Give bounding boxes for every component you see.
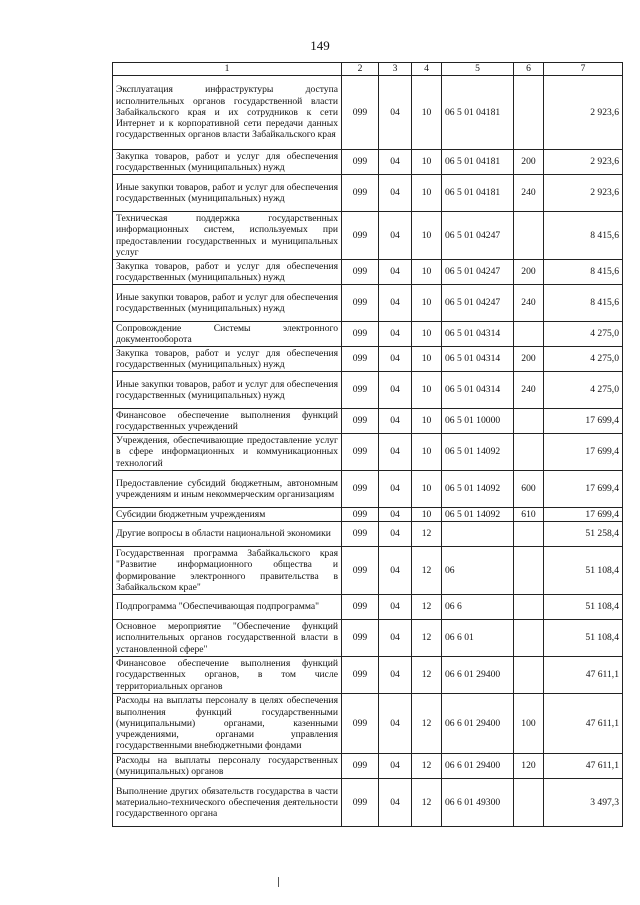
- row-section-code: 04: [379, 175, 412, 212]
- table-row: [113, 347, 623, 372]
- row-amount: 2 923,6: [544, 76, 623, 150]
- table-row: [113, 657, 623, 694]
- row-section-code: 04: [379, 508, 412, 522]
- table-row: [113, 434, 623, 471]
- row-target-article: 06 5 01 04247: [442, 212, 514, 260]
- row-subsection-code: 12: [412, 694, 442, 754]
- row-ministry-code: 099: [342, 754, 379, 779]
- row-expense-type: [514, 212, 544, 260]
- row-ministry-code: 099: [342, 657, 379, 694]
- row-target-article: 06 5 01 04247: [442, 285, 514, 322]
- row-target-article: 06 5 01 14092: [442, 471, 514, 508]
- row-subsection-code: 12: [412, 595, 442, 620]
- row-description: Субсидии бюджетным учреждениям: [113, 508, 342, 522]
- table-row: [113, 212, 623, 260]
- table-row: [113, 150, 623, 175]
- row-section-code: 04: [379, 285, 412, 322]
- row-ministry-code: 099: [342, 620, 379, 657]
- row-target-article: 06 5 01 04247: [442, 260, 514, 285]
- row-expense-type: [514, 779, 544, 827]
- row-target-article: 06 5 01 04181: [442, 76, 514, 150]
- table-row: [113, 260, 623, 285]
- row-subsection-code: 10: [412, 409, 442, 434]
- row-target-article: 06 5 01 04314: [442, 322, 514, 347]
- row-amount: 47 611,1: [544, 754, 623, 779]
- row-subsection-code: 10: [412, 285, 442, 322]
- row-amount: 8 415,6: [544, 260, 623, 285]
- row-subsection-code: 12: [412, 779, 442, 827]
- header-col-5: 5: [442, 63, 514, 76]
- row-ministry-code: 099: [342, 522, 379, 547]
- row-section-code: 04: [379, 657, 412, 694]
- row-section-code: 04: [379, 694, 412, 754]
- row-description: Государственная программа Забайкальского края "Развитие информационного общества и формирование электронного правительства в Забайкальском крае": [113, 547, 342, 595]
- row-subsection-code: 10: [412, 347, 442, 372]
- row-section-code: 04: [379, 522, 412, 547]
- row-ministry-code: 099: [342, 285, 379, 322]
- row-section-code: 04: [379, 322, 412, 347]
- row-description: Финансовое обеспечение выполнения функций государственных органов, в том числе территориальных органов: [113, 657, 342, 694]
- row-amount: 17 699,4: [544, 508, 623, 522]
- row-expense-type: [514, 322, 544, 347]
- row-expense-type: 240: [514, 175, 544, 212]
- row-target-article: 06 5 01 04314: [442, 347, 514, 372]
- row-description: Финансовое обеспечение выполнения функций государственных учреждений: [113, 409, 342, 434]
- row-subsection-code: 10: [412, 150, 442, 175]
- row-expense-type: 600: [514, 471, 544, 508]
- row-subsection-code: 12: [412, 522, 442, 547]
- row-section-code: 04: [379, 434, 412, 471]
- table-row: [113, 409, 623, 434]
- row-ministry-code: 099: [342, 508, 379, 522]
- row-target-article: 06 6 01: [442, 620, 514, 657]
- row-target-article: 06 5 01 04314: [442, 372, 514, 409]
- row-description: Закупка товаров, работ и услуг для обеспечения государственных (муниципальных) нужд: [113, 347, 342, 372]
- table-body: [113, 76, 623, 827]
- page-number: 149: [310, 38, 330, 53]
- row-description: Эксплуатация инфраструктуры доступа исполнительных органов государственной власти Забайкальского края и их сотрудников к сети Интернет и к корпоративной сети передачи данных государственных органов власти Забайкальского края: [113, 76, 342, 150]
- row-expense-type: 240: [514, 372, 544, 409]
- row-ministry-code: 099: [342, 547, 379, 595]
- row-description: Техническая поддержка государственных информационных систем, используемых при предоставлении государственных и муниципальных услуг: [113, 212, 342, 260]
- row-target-article: 06 6 01 29400: [442, 694, 514, 754]
- row-expense-type: [514, 76, 544, 150]
- row-description: Закупка товаров, работ и услуг для обеспечения государственных (муниципальных) нужд: [113, 260, 342, 285]
- row-expense-type: [514, 434, 544, 471]
- table-header-row: [113, 63, 623, 76]
- row-section-code: 04: [379, 754, 412, 779]
- table-row: [113, 595, 623, 620]
- header-col-4: 4: [412, 63, 442, 76]
- row-ministry-code: 099: [342, 322, 379, 347]
- table-row: [113, 508, 623, 522]
- row-subsection-code: 12: [412, 620, 442, 657]
- row-expense-type: 240: [514, 285, 544, 322]
- row-subsection-code: 10: [412, 260, 442, 285]
- row-description: Другие вопросы в области национальной экономики: [113, 522, 342, 547]
- table-row: [113, 322, 623, 347]
- row-amount: 8 415,6: [544, 285, 623, 322]
- row-amount: 47 611,1: [544, 657, 623, 694]
- row-subsection-code: 10: [412, 76, 442, 150]
- row-subsection-code: 12: [412, 547, 442, 595]
- row-expense-type: 200: [514, 347, 544, 372]
- table-row: [113, 175, 623, 212]
- row-description: Учреждения, обеспечивающие предоставление услуг в сфере информационных и коммуникационных технологий: [113, 434, 342, 471]
- row-amount: 3 497,3: [544, 779, 623, 827]
- row-target-article: 06 6 01 29400: [442, 754, 514, 779]
- row-description: Закупка товаров, работ и услуг для обеспечения государственных (муниципальных) нужд: [113, 150, 342, 175]
- row-target-article: 06 6 01 29400: [442, 657, 514, 694]
- row-expense-type: [514, 547, 544, 595]
- row-ministry-code: 099: [342, 150, 379, 175]
- table-row: [113, 620, 623, 657]
- row-ministry-code: 099: [342, 409, 379, 434]
- row-subsection-code: 12: [412, 754, 442, 779]
- row-subsection-code: 10: [412, 212, 442, 260]
- row-amount: 4 275,0: [544, 372, 623, 409]
- row-section-code: 04: [379, 76, 412, 150]
- row-target-article: 06 5 01 10000: [442, 409, 514, 434]
- row-ministry-code: 099: [342, 175, 379, 212]
- row-description: Расходы на выплаты персоналу в целях обеспечения выполнения функций государственными (муниципальными) органами, казенными учреждениями, органами управления государственными внебюджетными фондами: [113, 694, 342, 754]
- table-row: [113, 522, 623, 547]
- row-target-article: 06 5 01 04181: [442, 150, 514, 175]
- row-section-code: 04: [379, 212, 412, 260]
- row-subsection-code: 10: [412, 175, 442, 212]
- table-row: [113, 372, 623, 409]
- row-ministry-code: 099: [342, 779, 379, 827]
- row-description: Иные закупки товаров, работ и услуг для обеспечения государственных (муниципальных) нужд: [113, 175, 342, 212]
- table-row: [113, 779, 623, 827]
- row-target-article: 06: [442, 547, 514, 595]
- row-amount: 17 699,4: [544, 409, 623, 434]
- row-amount: 2 923,6: [544, 175, 623, 212]
- header-col-6: 6: [514, 63, 544, 76]
- row-section-code: 04: [379, 471, 412, 508]
- row-subsection-code: 10: [412, 434, 442, 471]
- row-expense-type: [514, 657, 544, 694]
- row-amount: 2 923,6: [544, 150, 623, 175]
- row-target-article: 06 5 01 04181: [442, 175, 514, 212]
- row-ministry-code: 099: [342, 347, 379, 372]
- row-description: Иные закупки товаров, работ и услуг для обеспечения государственных (муниципальных) нужд: [113, 372, 342, 409]
- table-row: [113, 694, 623, 754]
- row-expense-type: 100: [514, 694, 544, 754]
- scan-mark: [278, 877, 279, 887]
- row-ministry-code: 099: [342, 694, 379, 754]
- table-row: [113, 285, 623, 322]
- row-ministry-code: 099: [342, 471, 379, 508]
- row-target-article: 06 5 01 14092: [442, 508, 514, 522]
- row-description: Выполнение других обязательств государства в части материально-технического обеспечения деятельности государственного органа: [113, 779, 342, 827]
- row-subsection-code: 10: [412, 471, 442, 508]
- header-col-7: 7: [544, 63, 623, 76]
- row-description: Сопровождение Системы электронного документооборота: [113, 322, 342, 347]
- row-amount: 51 258,4: [544, 522, 623, 547]
- row-ministry-code: 099: [342, 260, 379, 285]
- row-subsection-code: 10: [412, 322, 442, 347]
- row-expense-type: [514, 595, 544, 620]
- row-section-code: 04: [379, 409, 412, 434]
- row-description: Расходы на выплаты персоналу государственных (муниципальных) органов: [113, 754, 342, 779]
- row-ministry-code: 099: [342, 595, 379, 620]
- row-amount: 17 699,4: [544, 434, 623, 471]
- row-section-code: 04: [379, 150, 412, 175]
- row-subsection-code: 10: [412, 372, 442, 409]
- row-expense-type: [514, 409, 544, 434]
- row-section-code: 04: [379, 779, 412, 827]
- row-expense-type: [514, 620, 544, 657]
- row-description: Иные закупки товаров, работ и услуг для обеспечения государственных (муниципальных) нужд: [113, 285, 342, 322]
- row-ministry-code: 099: [342, 372, 379, 409]
- row-target-article: 06 6: [442, 595, 514, 620]
- row-expense-type: 200: [514, 150, 544, 175]
- row-section-code: 04: [379, 595, 412, 620]
- row-target-article: [442, 522, 514, 547]
- row-amount: 51 108,4: [544, 595, 623, 620]
- row-description: Предоставление субсидий бюджетным, автономным учреждениям и иным некоммерческим организациям: [113, 471, 342, 508]
- row-target-article: 06 5 01 14092: [442, 434, 514, 471]
- table-row: [113, 754, 623, 779]
- row-expense-type: [514, 522, 544, 547]
- row-ministry-code: 099: [342, 434, 379, 471]
- header-col-2: 2: [342, 63, 379, 76]
- row-section-code: 04: [379, 347, 412, 372]
- row-expense-type: 120: [514, 754, 544, 779]
- row-subsection-code: 12: [412, 657, 442, 694]
- row-ministry-code: 099: [342, 212, 379, 260]
- row-expense-type: 610: [514, 508, 544, 522]
- row-subsection-code: 10: [412, 508, 442, 522]
- row-target-article: 06 6 01 49300: [442, 779, 514, 827]
- row-expense-type: 200: [514, 260, 544, 285]
- row-amount: 47 611,1: [544, 694, 623, 754]
- row-section-code: 04: [379, 547, 412, 595]
- row-section-code: 04: [379, 372, 412, 409]
- row-description: Подпрограмма "Обеспечивающая подпрограмма": [113, 595, 342, 620]
- row-amount: 4 275,0: [544, 347, 623, 372]
- row-amount: 51 108,4: [544, 547, 623, 595]
- header-col-3: 3: [379, 63, 412, 76]
- budget-table: [112, 62, 623, 827]
- row-section-code: 04: [379, 260, 412, 285]
- row-amount: 51 108,4: [544, 620, 623, 657]
- row-amount: 8 415,6: [544, 212, 623, 260]
- table-row: [113, 471, 623, 508]
- row-amount: 17 699,4: [544, 471, 623, 508]
- table-row: [113, 547, 623, 595]
- header-col-1: 1: [113, 63, 342, 76]
- table-row: [113, 76, 623, 150]
- row-ministry-code: 099: [342, 76, 379, 150]
- row-amount: 4 275,0: [544, 322, 623, 347]
- row-section-code: 04: [379, 620, 412, 657]
- row-description: Основное мероприятие "Обеспечение функций исполнительных органов государственной власти в установленной сфере": [113, 620, 342, 657]
